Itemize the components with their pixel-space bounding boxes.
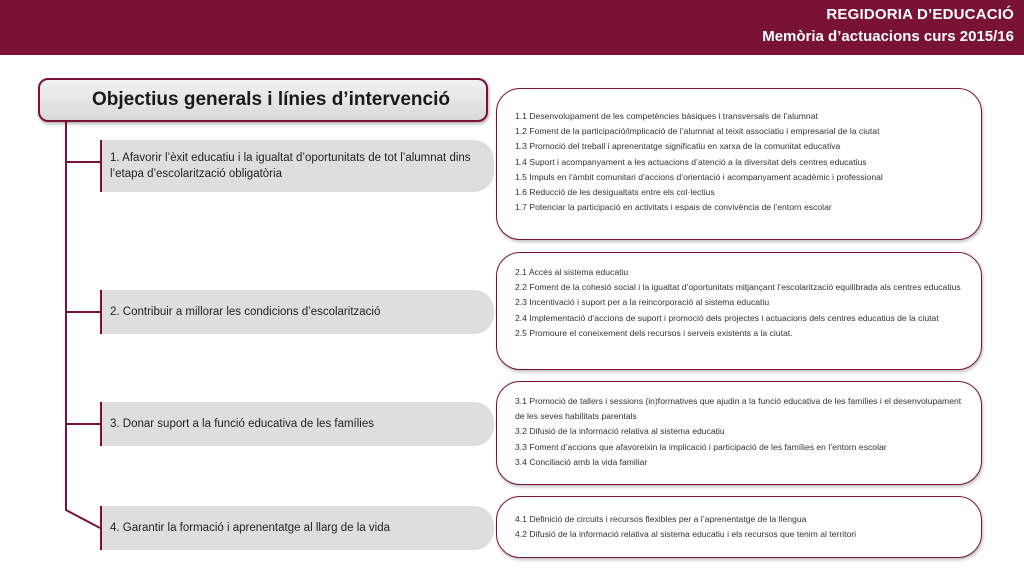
detail-line: 4.2 Difusió de la informació relativa al sistema educatiu i els recursos que tenim al territori	[515, 529, 857, 540]
objective-3-label: 3. Donar suport a la funció educativa de les famílies	[110, 418, 375, 430]
detail-line: 2.3 Incentivació i suport per a la reincorporació al sistema educatiu	[515, 297, 770, 308]
detail-line: 3.3 Foment d’accions que afavoreixin la implicació i participació de les famílies en l’entorn escolar	[515, 441, 887, 452]
detail-line: 2.5 Promoure el coneixement dels recursos i serveis existents a la ciutat.	[515, 327, 793, 338]
detail-line: 1.5 Impuls en l’àmbit comunitari d’accions d’orientació i acompanyament acadèmic i professional	[515, 171, 883, 182]
objective-2	[100, 290, 494, 334]
detail-line: 2.4 Implementació d’accions de suport i promoció dels projectes i actuacions dels centres educatius de la ciutat	[515, 312, 939, 323]
header-subtitle: Memòria d’actuacions curs 2015/16	[762, 28, 1014, 45]
detail-line: 3.4 Conciliació amb la vida familiar	[515, 456, 648, 467]
objective-3-details	[496, 381, 982, 485]
objective-1-details	[496, 88, 982, 240]
objective-4	[100, 506, 494, 550]
detail-line: 1.2 Foment de la participació/implicació de l’alumnat al teixit associatiu i empresarial de la ciutat	[515, 126, 880, 137]
detail-line: 1.4 Suport i acompanyament a les actuacions d’atenció a la diversitat dels centres educatius	[515, 156, 867, 167]
detail-line: 2.1 Accés al sistema educatiu	[515, 267, 629, 277]
objective-2-details	[496, 252, 982, 370]
objective-3	[100, 402, 494, 446]
objective-2-label: 2. Contribuir a millorar les condicions d’escolarització	[110, 306, 381, 318]
main-title-box	[38, 78, 488, 122]
objective-4-details	[496, 496, 982, 558]
detail-line: 1.6 Reducció de les desigualtats entre els col·lectius	[515, 187, 715, 198]
main-title: Objectius generals i línies d’intervenció	[92, 89, 450, 110]
objective-1	[100, 140, 494, 192]
detail-line: 3.2 Difusió de la informació relativa al sistema educatiu	[515, 426, 725, 437]
detail-line: 1.3 Promoció del treball i aprenentatge significatiu en xarxa de la comunitat educativa	[515, 141, 841, 152]
objective-4-label: 4. Garantir la formació i aprenentatge al llarg de la vida	[110, 522, 390, 534]
objective-1-label: 1. Afavorir l’èxit educatiu i la igualtat d’oportunitats de tot l’alumnat dins l’etapa d’escolarització obligatòria	[110, 152, 471, 180]
detail-line: 1.1 Desenvolupament de les competències bàsiques i transversals de l’alumnat	[515, 111, 818, 121]
header-title: REGIDORIA D’EDUCACIÓ	[826, 6, 1014, 23]
detail-line: 4.1 Definició de circuits i recursos flexibles per a l’aprenentatge de la llengua	[515, 514, 807, 524]
detail-line: 1.7 Potenciar la participació en activitats i espais de convivència de l’entorn escolar	[515, 202, 832, 213]
detail-line: 3.1 Promoció de tallers i sessions (in)formatives que ajudin a la funció educativa de les famílies i el desenvolupament de les seves habilitats parentals	[515, 396, 962, 422]
detail-line: 2.2 Foment de la cohesió social i la igualtat d’oportunitats mitjançant l’escolarització equilibrada als centres educatius	[515, 282, 961, 293]
